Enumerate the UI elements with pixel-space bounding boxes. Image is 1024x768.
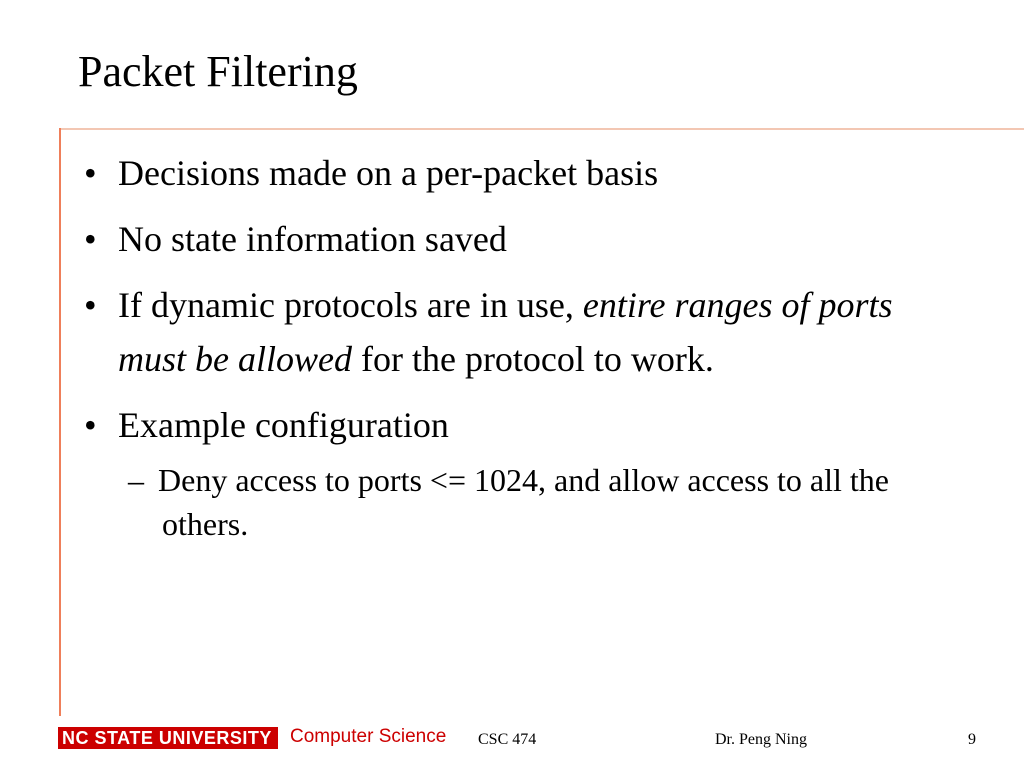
bullet-text — [118, 278, 958, 386]
bullet-list — [84, 146, 984, 546]
page-number: 9 — [968, 731, 976, 748]
bullet-item — [84, 278, 984, 386]
sub-bullet-text: Deny access to ports <= 1024, and allow access to all the others. — [158, 462, 889, 542]
bullet-dot: • — [84, 153, 97, 193]
sub-bullet-dash: – — [128, 462, 144, 498]
content-divider-vertical — [59, 128, 61, 716]
bullet-text-emphasis: entire ranges of ports must be allowed — [118, 285, 893, 379]
bullet-dot: • — [84, 285, 97, 325]
bullet-text: No state information saved — [118, 219, 507, 259]
bullet-dot: • — [84, 405, 97, 445]
bullet-item — [84, 398, 984, 452]
slide-footer — [0, 718, 1024, 768]
bullet-text: Decisions made on a per-packet basis — [118, 153, 659, 193]
course-code: CSC 474 — [478, 731, 537, 748]
title-divider-horizontal — [60, 128, 1024, 130]
bullet-dot: • — [84, 219, 97, 259]
slide-title: Packet Filtering — [78, 47, 358, 96]
author-name: Dr. Peng Ning — [715, 731, 807, 748]
university-logo: NC STATE UNIVERSITY — [58, 727, 278, 749]
bullet-text-part: for the protocol to work. — [351, 339, 714, 379]
bullet-item — [84, 146, 984, 200]
bullet-text: Example configuration — [118, 405, 449, 445]
bullet-text-part: If dynamic protocols are in use, — [118, 285, 583, 325]
bullet-item — [84, 212, 984, 266]
sub-bullet-item — [128, 458, 982, 546]
department-name: Computer Science — [290, 726, 447, 747]
